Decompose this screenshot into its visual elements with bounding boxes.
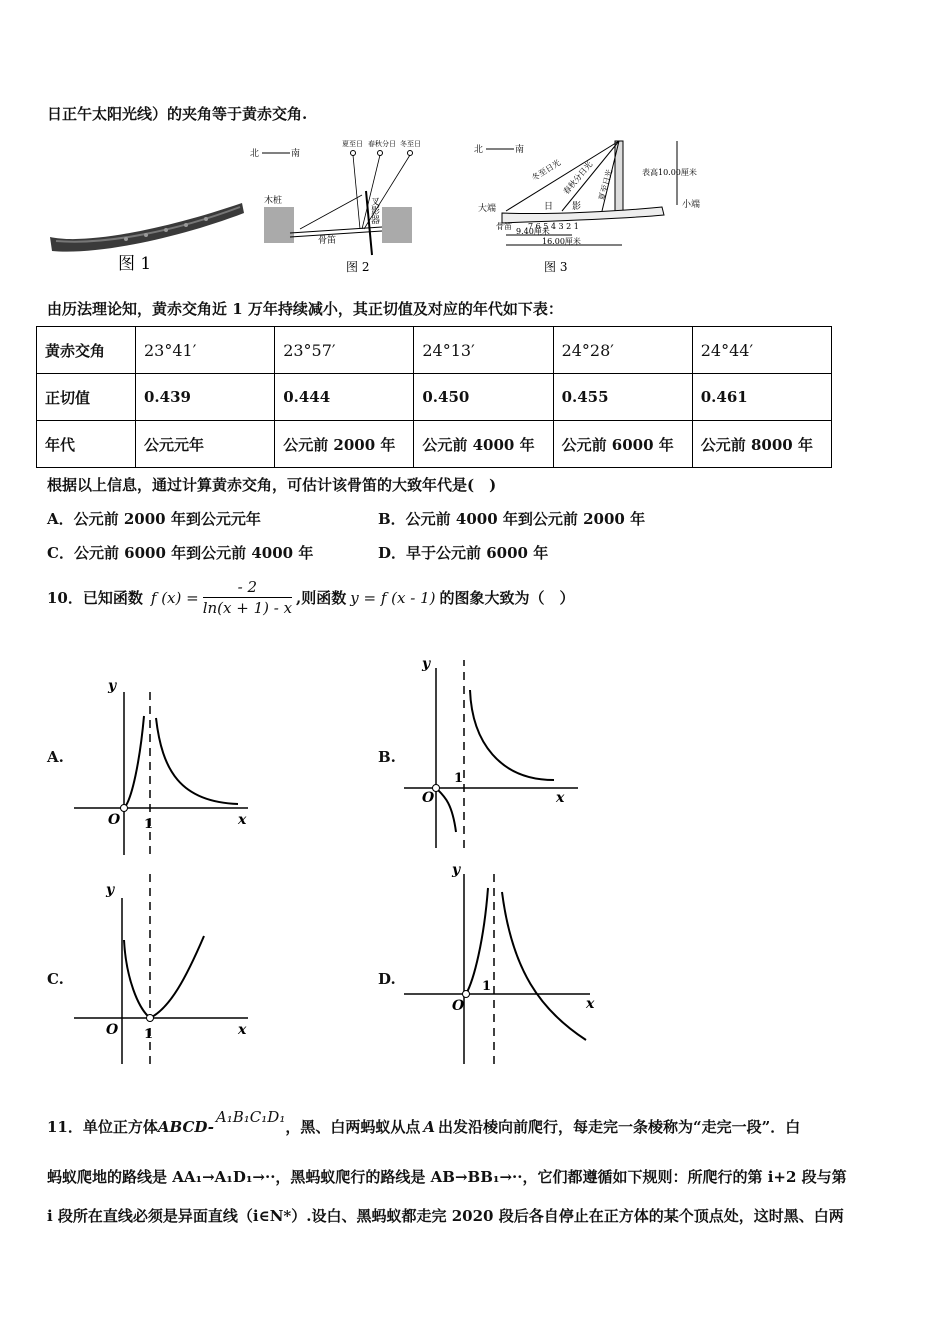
row-header-tangent: 正切值 [37, 374, 136, 421]
angle-cell: 24°13′ [414, 327, 553, 374]
table-row-era [37, 421, 832, 468]
figure-2 [250, 135, 440, 275]
figure-3 [472, 135, 712, 275]
q10-graph-a[interactable] [70, 670, 260, 860]
fig2-equinox: 春秋分日 [368, 140, 396, 148]
fig3-small-end: 小端 [682, 200, 701, 210]
q9-option-b[interactable]: B．公元前 4000 年到公元前 2000 年 [378, 510, 646, 528]
fig2-post: 木桩 [264, 196, 283, 206]
q10-gx: y = f (x - 1) [350, 588, 436, 607]
q11-line3: i 段所在直线必须是异面直线（i∈N*）.设白、黑蚂蚁都走完 2020 段后各自停止在正方体的某个顶点处，这时黑、白两 [47, 1207, 844, 1225]
svg-text:O: O [108, 812, 121, 828]
table-intro: 由历法理论知，黄赤交角近 1 万年持续减小，其正切值及对应的年代如下表： [47, 300, 563, 318]
svg-text:x: x [586, 996, 595, 1012]
fig2-summer: 夏至日 [342, 140, 363, 148]
obliquity-table [36, 326, 832, 468]
svg-text:x: x [238, 812, 247, 828]
fig3-shadow2: 影 [572, 202, 582, 212]
q11-line1-b: ，黑、白两蚂蚁从点 [285, 1118, 421, 1136]
svg-text:x: x [238, 1022, 247, 1038]
fig2-bone: 骨笛 [318, 236, 337, 246]
fig2-winter: 冬至日 [400, 140, 421, 148]
angle-cell: 23°41′ [136, 327, 275, 374]
bone-flute-image [50, 203, 244, 252]
q10-numerator: - 2 [203, 578, 292, 598]
svg-text:y: y [108, 678, 117, 694]
q10-graph-b[interactable] [400, 652, 600, 852]
fig2-south: 南 [291, 149, 301, 159]
q10-prefix: 10．已知函数 [47, 589, 143, 607]
era-cell: 公元元年 [136, 421, 275, 468]
q10-graph-d[interactable] [400, 860, 600, 1070]
table-row-angle [37, 327, 832, 374]
q10-graph-c[interactable] [70, 868, 260, 1068]
tangent-cell: 0.450 [414, 374, 553, 421]
svg-text:y: y [106, 882, 115, 898]
q11-cube: ABCD- [157, 1117, 214, 1136]
fig2-shadow: 叉影器 [369, 197, 379, 224]
q11-line1-a: 11．单位正方体 [47, 1118, 158, 1136]
svg-text:1: 1 [144, 1027, 154, 1042]
svg-text:O: O [106, 1022, 119, 1038]
row-header-angle: 黄赤交角 [37, 327, 136, 374]
svg-text:x: x [556, 790, 565, 806]
svg-text:y: y [422, 656, 431, 672]
q9-option-d[interactable]: D．早于公元前 6000 年 [378, 544, 549, 562]
fig3-dim2: 16.00厘米 [542, 237, 581, 246]
svg-text:O: O [422, 790, 435, 806]
figure-1 [46, 195, 246, 275]
svg-text:O: O [452, 998, 465, 1014]
fig3-height: 表高10.00厘米 [642, 168, 697, 177]
q11-line1-c: 出发沿棱向前爬行，每走完一条棱称为“走完一段”．白 [438, 1118, 801, 1136]
fig3-winter-sun: 冬至日光 [530, 158, 563, 183]
fig3-summer-sun: 夏至日光 [597, 168, 615, 202]
intro-line: 日正午太阳光线）的夹角等于黄赤交角. [47, 105, 308, 123]
q10-option-d-label[interactable]: D. [378, 970, 396, 988]
q10-suffix: 的图象大致为（ ） [439, 589, 575, 607]
angle-cell: 24°44′ [692, 327, 831, 374]
q11-point-a: A [423, 1117, 435, 1136]
fig3-caption: 图 3 [544, 260, 568, 274]
q11-line2: 蚂蚁爬地的路线是 AA₁→A₁D₁→··，黑蚂蚁爬行的路线是 AB→BB₁→··，它们都遵循如下规则：所爬行的第 i+2 段与第 [47, 1168, 847, 1186]
svg-text:1: 1 [482, 979, 492, 994]
angle-cell: 23°57′ [275, 327, 414, 374]
q9-option-c[interactable]: C．公元前 6000 年到公元前 4000 年 [47, 544, 314, 562]
q10-option-b-label[interactable]: B. [378, 748, 396, 766]
q11-cube2: A₁B₁C₁D₁ [215, 1107, 286, 1126]
q10-option-a-label[interactable]: A. [47, 748, 64, 766]
fig3-big-end: 大端 [478, 204, 497, 214]
tangent-cell: 0.461 [692, 374, 831, 421]
fig3-ticks: 7 6 5 4 3 2 1 [528, 222, 579, 231]
q10-fraction [203, 578, 292, 617]
era-cell: 公元前 4000 年 [414, 421, 553, 468]
q10-option-c-label[interactable]: C. [47, 970, 64, 988]
row-header-era: 年代 [37, 421, 136, 468]
era-cell: 公元前 8000 年 [692, 421, 831, 468]
fig2-caption: 图 2 [346, 260, 370, 274]
q9-question: 根据以上信息，通过计算黄赤交角，可估计该骨笛的大致年代是( ) [47, 476, 497, 494]
table-row-tangent [37, 374, 832, 421]
q10-middle: ,则函数 [296, 589, 347, 607]
q9-option-a[interactable]: A．公元前 2000 年到公元元年 [47, 510, 261, 528]
fig3-north: 北 [474, 145, 484, 155]
tangent-cell: 0.455 [553, 374, 692, 421]
era-cell: 公元前 6000 年 [553, 421, 692, 468]
q10-fx: f (x) = [150, 588, 199, 607]
fig3-equinox-sun: 春秋分日光 [561, 159, 595, 197]
fig3-south: 南 [515, 145, 525, 155]
svg-text:y: y [452, 862, 461, 878]
angle-cell: 24°28′ [553, 327, 692, 374]
fig3-shadow1: 日 [544, 202, 554, 212]
q10-stem [47, 578, 575, 617]
svg-text:1: 1 [144, 817, 154, 832]
svg-text:1: 1 [454, 771, 464, 786]
fig3-dim1: 9.40厘米 [516, 227, 550, 236]
fig3-bone: 骨笛 [496, 222, 512, 231]
tangent-cell: 0.444 [275, 374, 414, 421]
tangent-cell: 0.439 [136, 374, 275, 421]
fig2-north: 北 [250, 149, 260, 159]
era-cell: 公元前 2000 年 [275, 421, 414, 468]
q11-line1 [47, 1107, 801, 1137]
fig1-caption: 图 1 [118, 254, 152, 274]
q10-denominator: ln(x + 1) - x [202, 599, 293, 617]
